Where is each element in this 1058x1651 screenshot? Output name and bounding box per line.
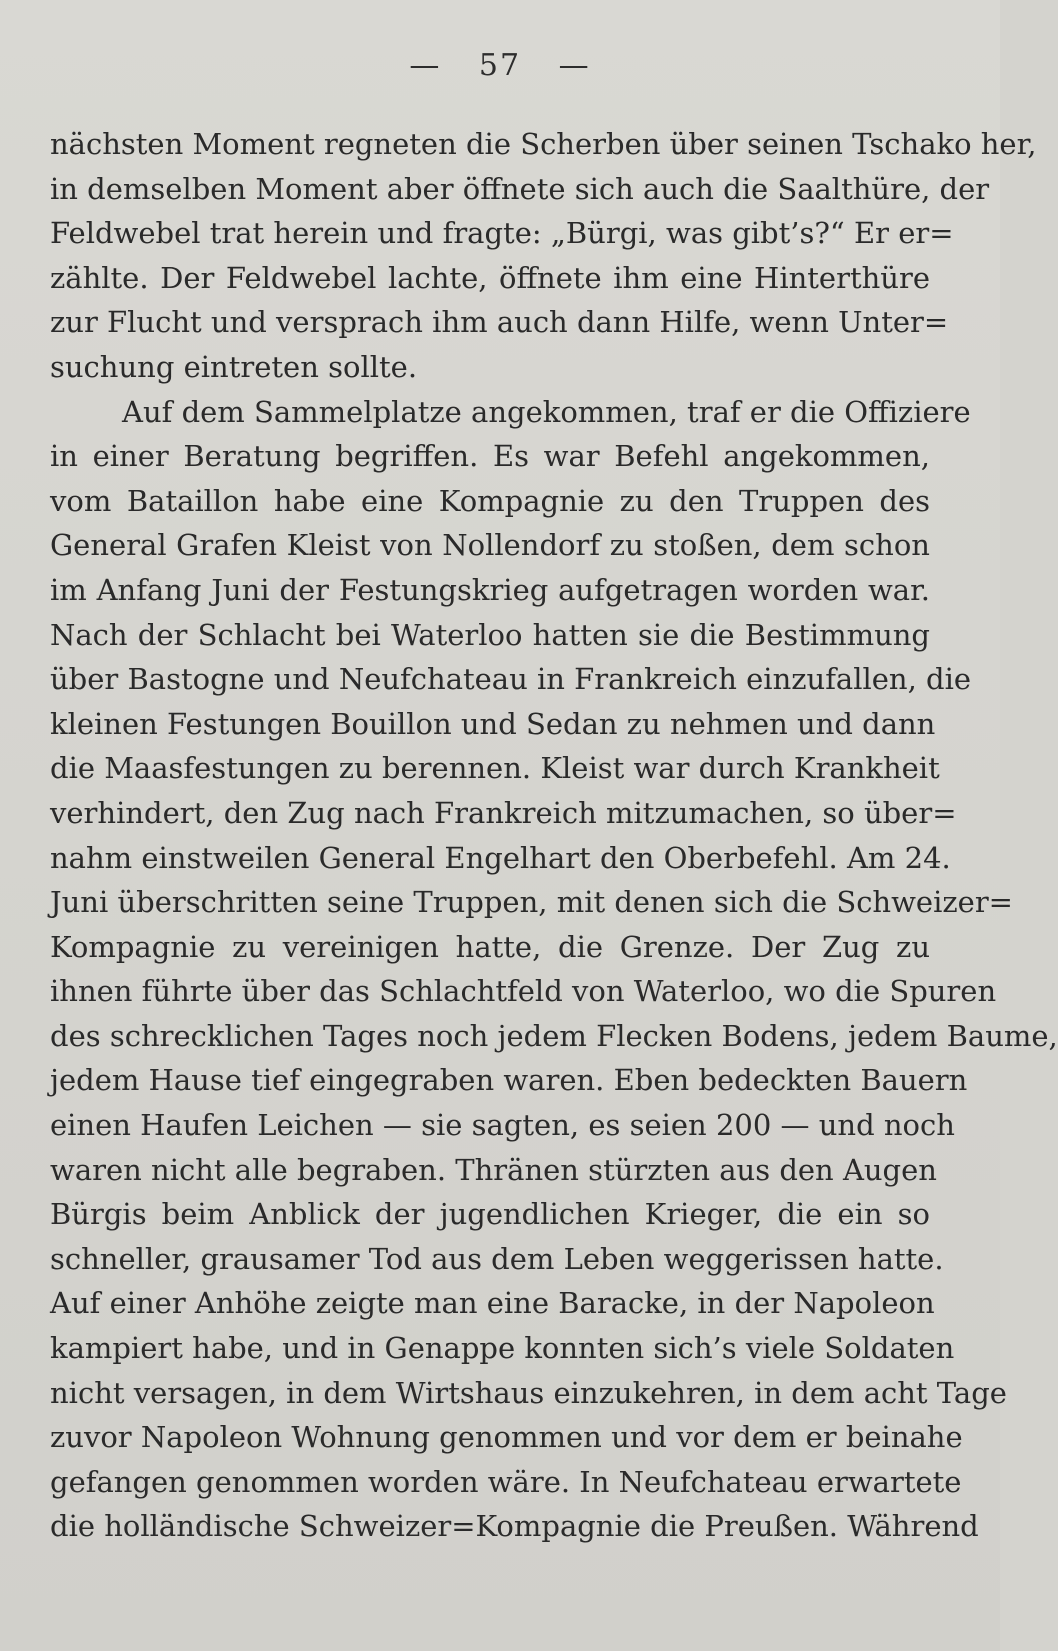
text-line: Kompagnie zu vereinigen hatte, die Grenze. Der Zug zu xyxy=(50,929,930,964)
text-line: zur Flucht und versprach ihm auch dann Hilfe, wenn Unter= xyxy=(50,305,949,340)
text-line: in einer Beratung begriffen. Es war Befehl angekommen, xyxy=(50,439,930,474)
text-line: waren nicht alle begraben. Thränen stürzten aus den Augen xyxy=(50,1152,937,1187)
text-line: vom Bataillon habe eine Kompagnie zu den Truppen des xyxy=(50,483,930,518)
page-number: 57 xyxy=(478,48,522,83)
text-line: schneller, grausamer Tod aus dem Leben weggerissen hatte. xyxy=(50,1241,944,1276)
text-line: kampiert habe, und in Genappe konnten sich’s viele Soldaten xyxy=(50,1331,955,1366)
text-line: die Maasfestungen zu berennen. Kleist war durch Krankheit xyxy=(50,751,940,786)
text-line: suchung eintreten sollte. xyxy=(50,349,418,384)
header-dash-left: — xyxy=(409,48,442,83)
text-line: nahm einstweilen General Engelhart den Oberbefehl. Am 24. xyxy=(50,840,951,875)
text-line: Auf einer Anhöhe zeigte man eine Baracke, in der Napoleon xyxy=(50,1286,935,1321)
text-line: Juni überschritten seine Truppen, mit denen sich die Schweizer= xyxy=(50,885,1013,920)
text-line: über Bastogne und Neufchateau in Frankreich einzufallen, die xyxy=(50,662,972,697)
text-line: nächsten Moment regneten die Scherben über seinen Tschako her, xyxy=(50,127,1037,161)
text-line: ihnen führte über das Schlachtfeld von Waterloo, wo die Spuren xyxy=(50,974,997,1009)
text-line: des schrecklichen Tages noch jedem Flecken Bodens, jedem Baume, xyxy=(50,1018,1058,1053)
header-dash-right: — xyxy=(558,48,591,83)
text-line: Auf dem Sammelplatze angekommen, traf er die Offiziere xyxy=(122,394,971,429)
text-line: in demselben Moment aber öffnete sich auch die Saalthüre, der xyxy=(50,171,990,206)
text-line: einen Haufen Leichen — sie sagten, es seien 200 — und noch xyxy=(50,1108,955,1143)
text-line: die holländische Schweizer=Kompagnie die Preußen. Während xyxy=(50,1509,979,1544)
text-line: im Anfang Juni der Festungskrieg aufgetragen worden war. xyxy=(50,572,930,607)
text-line: verhindert, den Zug nach Frankreich mitzumachen, so über= xyxy=(50,795,957,830)
text-line: Feldwebel trat herein und fragte: „Bürgi, was gibt’s?“ Er er= xyxy=(50,216,954,251)
text-line: zählte. Der Feldwebel lachte, öffnete ihm eine Hinterthüre xyxy=(50,260,930,295)
text-line: nicht versagen, in dem Wirtshaus einzukehren, in dem acht Tage xyxy=(50,1375,1007,1410)
text-line: zuvor Napoleon Wohnung genommen und vor dem er beinahe xyxy=(50,1420,963,1455)
text-line: General Grafen Kleist von Nollendorf zu stoßen, dem schon xyxy=(50,528,930,563)
body-text xyxy=(50,122,1058,1549)
page-header xyxy=(0,48,1000,83)
text-line: kleinen Festungen Bouillon und Sedan zu nehmen und dann xyxy=(50,706,936,741)
text-line: gefangen genommen worden wäre. In Neufchateau erwartete xyxy=(50,1464,962,1499)
text-line: Nach der Schlacht bei Waterloo hatten sie die Bestimmung xyxy=(50,617,930,652)
text-line: jedem Hause tief eingegraben waren. Eben bedeckten Bauern xyxy=(50,1063,968,1098)
text-line: Bürgis beim Anblick der jugendlichen Krieger, die ein so xyxy=(50,1197,930,1232)
